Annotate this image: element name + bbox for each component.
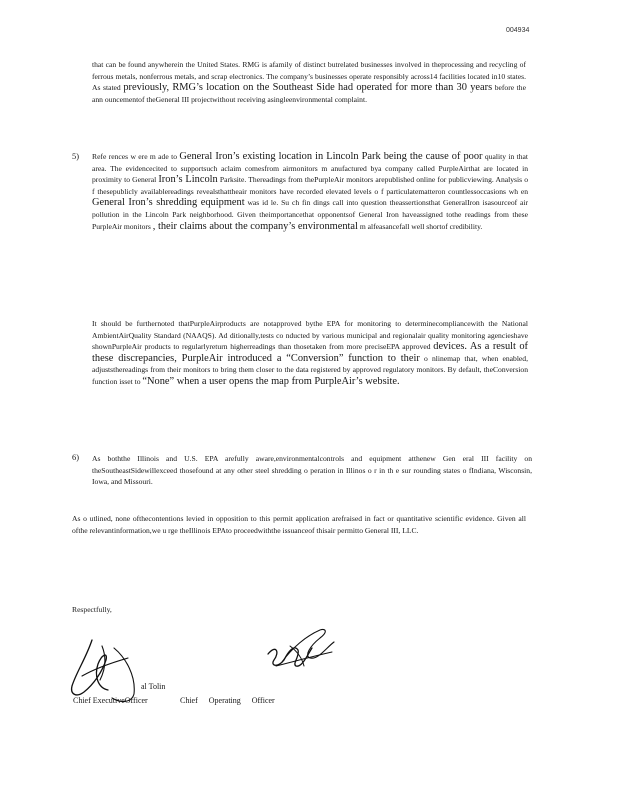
signature-2 bbox=[262, 622, 340, 674]
item-5-paragraph-2 bbox=[92, 318, 528, 388]
item-5-text-d: was id le. Su ch fin dings call into question theassertionsthat GeneralIron isasourceof air pollution in the Lincoln Park neighborhood. Given theimportancethat opponentsof General Iron haveassigned tothe readings from these PurpleAir monitors bbox=[92, 198, 528, 231]
signatory-1-name: al Tolin bbox=[141, 682, 166, 691]
item-5-text-b: quality in that area. The evidencecited to supportsuch aclaim comesfrom airmonitors m anufactured bya company called PurpleAirthat are located in proximity to General bbox=[92, 152, 529, 185]
item-5-paragraph-1 bbox=[92, 151, 528, 232]
item-5-large-d: , their claims about the company’s environmental bbox=[152, 220, 358, 232]
item-5-p2-large-b: “None” when a user opens the map from PurpleAir’s website. bbox=[142, 375, 400, 387]
intro-paragraph bbox=[92, 59, 526, 105]
item-number: 5) bbox=[72, 152, 79, 161]
signatory-2-title: Chief Operating Officer bbox=[180, 696, 275, 705]
intro-tail: before the ann ouncementof theGeneral III projectwithout receiving asingleenvironmental complaint. bbox=[92, 83, 526, 104]
item-6-text: As boththe Illinois and U.S. EPA arefully aware,environmentalcontrols and equipment atthenew Gen eral III facility on theSoutheastSidewillexceed thosefound at any other steel shredding o peration in Illinos o r in th e sur rounding states o fIndiana, Wisconsin, Iowa, and Missouri. bbox=[92, 454, 532, 487]
intro-large-text: previously, RMG’s location on the Southeast Side had operated for more than 30 years bbox=[123, 82, 493, 94]
signatory-1-title: Chief ExecutiveOfficer bbox=[73, 696, 148, 705]
item-6-paragraph bbox=[92, 453, 532, 488]
item-5-large-b: Iron’s Lincoln bbox=[158, 174, 218, 186]
intro-text: that can be found anywherein the United States. RMG is afamily of distinct butrelated businesses involved in theprocessing and recycling of ferrous metals, nonferrous metals, and scrap electronics. The company’s businesses operate responsibly across14 facilities located in10 states. As stated bbox=[92, 60, 526, 93]
item-number: 6) bbox=[72, 453, 79, 462]
item-5-large-c: General Iron’s shredding equipment bbox=[92, 197, 245, 209]
closing-salutation: Respectfully, bbox=[72, 605, 112, 614]
item-5-p2-text-b: o nlinemap that, when enabled, adjuststhereadings from their monitors to bring them closer to the data registered by approved regulatory monitors. By default, theConversion function isset to bbox=[92, 353, 528, 386]
item-5-text-a: Refe rences w ere m ade to bbox=[92, 152, 177, 161]
item-5-text-e: m alfeasancefall well shortof credibility. bbox=[359, 221, 483, 231]
conclusion-paragraph bbox=[72, 513, 526, 536]
page-id: 004934 bbox=[506, 27, 530, 34]
item-5-large-a: General Iron’s existing location in Lincoln Park being the cause of poor bbox=[179, 151, 483, 162]
item-5-p2-large-a: devices. As a result of these discrepancies, PurpleAir introduced a “Conversion” function to their bbox=[92, 341, 528, 364]
conclusion-text: As o utlined, none ofthecontentions levied in opposition to this permit application arefraised in fact or quantitative scientific evidence. Given all ofthe relevantinformation,we u rge theIllinois EPAto proceedwiththe issuanceof thisair permitto General III, LLC. bbox=[72, 514, 526, 535]
item-5-text-c: Parksite. Thereadings from thePurpleAir monitors arepublished online for publicviewing. Analysis o f thesepublicly availablereadings revealsthattheair monitors have recorded elevated levels o f particulatematteron countlessoccasions wh en bbox=[92, 175, 529, 196]
item-5-p2-text-a: It should be furthernoted thatPurpleAirproducts are notapproved bythe EPA for monitoring to determinecompliancewith the National AmbientAirQuality Standard (NAAQS). Ad ditionally,tests co nducted by various municipal and regionalair quality monitoring agencieshave shownPurpleAir products to regularlyreturn higherreadings than thosetaken from more preciseEPA approved bbox=[92, 319, 528, 352]
